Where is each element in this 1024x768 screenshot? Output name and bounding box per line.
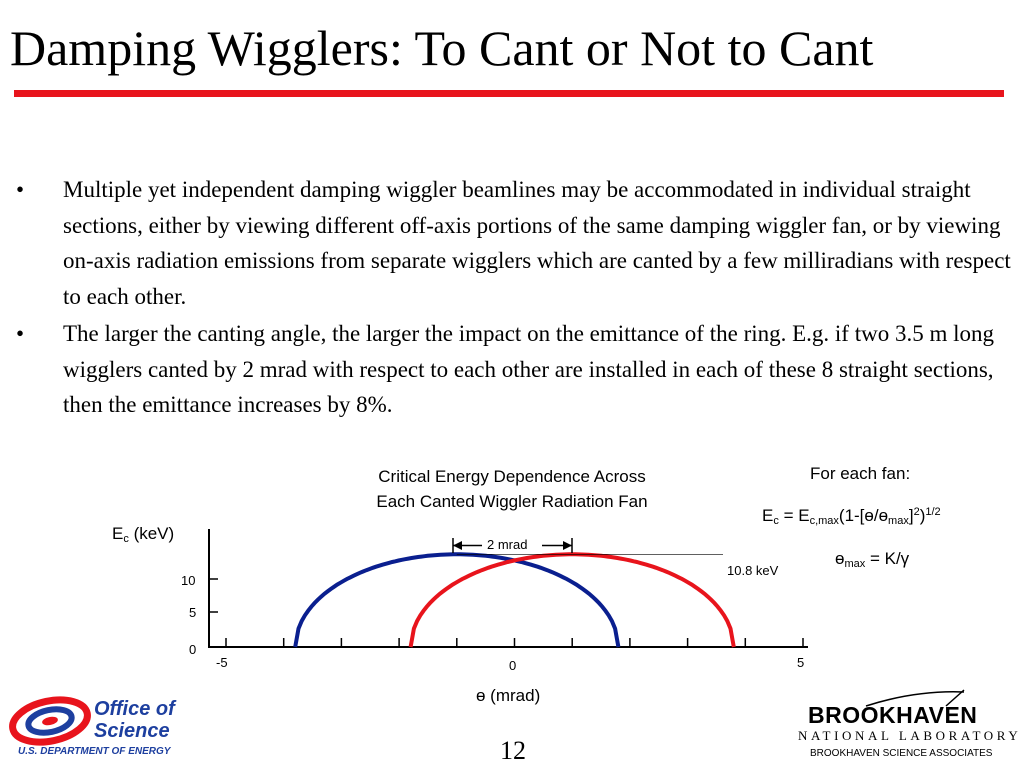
chart-title-line-1: Critical Energy Dependence Across [378, 467, 646, 486]
y-axis-label-sub: c [123, 533, 129, 545]
office-line-1: Office of [94, 698, 175, 720]
formula-body-2: ] [908, 506, 914, 525]
doe-label: U.S. DEPARTMENT OF ENERGY [18, 746, 171, 757]
chart-x-axis-label: ɵ (mrad) [476, 686, 541, 705]
formula-heading: For each fan: [810, 464, 911, 483]
formula-ecmax-sub: c,max [809, 515, 839, 527]
formula-theta-sub: max [844, 558, 866, 570]
brookhaven-associates: BROOKHAVEN SCIENCE ASSOCIATES [810, 748, 993, 759]
bullet-marker: • [16, 177, 25, 202]
left-fan-curve [295, 554, 618, 647]
office-of-science-logo [8, 692, 218, 762]
y-axis-label-unit: (keV) [128, 524, 175, 543]
bullet-text: Multiple yet independent damping wiggler beamlines may be accommodated in individual straight sections, either by viewing different off-axis portions of the same damping wiggler fan, or by viewing on-axis radiation emissions from separate wigglers which are canted by a few milliradians with respect to each other. [63, 177, 1011, 309]
y-tick-label: 10 [181, 573, 196, 588]
brookhaven-name: BROOKHAVEN [808, 702, 978, 728]
slide-title: Damping Wigglers: To Cant or Not to Cant [10, 20, 874, 76]
y-axis-label-main: E [112, 524, 124, 543]
brookhaven-logo [796, 688, 1022, 764]
doe-swirl-icon [8, 694, 92, 750]
separation-arrow [453, 538, 572, 553]
x-tick-label: -5 [216, 655, 228, 670]
formula-body-1: (1-[ɵ/ɵ [838, 506, 889, 525]
y-tick-label: 5 [189, 605, 197, 620]
office-line-2: Science [94, 720, 170, 742]
chart-title-line-2: Each Canted Wiggler Radiation Fan [376, 492, 648, 511]
x-tick-label: 0 [509, 658, 517, 673]
formula-theta-rhs: = K/γ [865, 549, 910, 568]
peak-energy-label: 10.8 keV [727, 563, 779, 578]
arrow-left-head [453, 541, 462, 550]
formula-ec: E [762, 506, 774, 525]
formula-square-sup: 2 [913, 506, 920, 518]
formula-ec-sub: c [773, 515, 779, 527]
formula-max-sub: max [888, 515, 909, 527]
page-number: 12 [500, 736, 526, 765]
x-tick-marks [226, 638, 803, 647]
formula-theta: ɵ [835, 549, 845, 568]
bullet-marker: • [16, 321, 25, 346]
brookhaven-national-lab: NATIONAL LABORATORY [798, 728, 1022, 743]
formula-body-3: ) [919, 506, 926, 525]
y-tick-label: 0 [189, 642, 197, 657]
formula-half-sup: 1/2 [925, 506, 941, 518]
x-tick-label: 5 [797, 655, 805, 670]
separation-label: 2 mrad [487, 537, 528, 552]
right-fan-curve [411, 554, 734, 647]
bullet-text: The larger the canting angle, the larger the impact on the emittance of the ring. E.g. if two 3.5 m long wigglers canted by 2 mrad with respect to each other are installed in each of these 8 straight sections, then the emittance increases by 8%. [63, 321, 994, 417]
formula-eq: = E [778, 506, 810, 525]
arrow-right-head [563, 541, 572, 550]
